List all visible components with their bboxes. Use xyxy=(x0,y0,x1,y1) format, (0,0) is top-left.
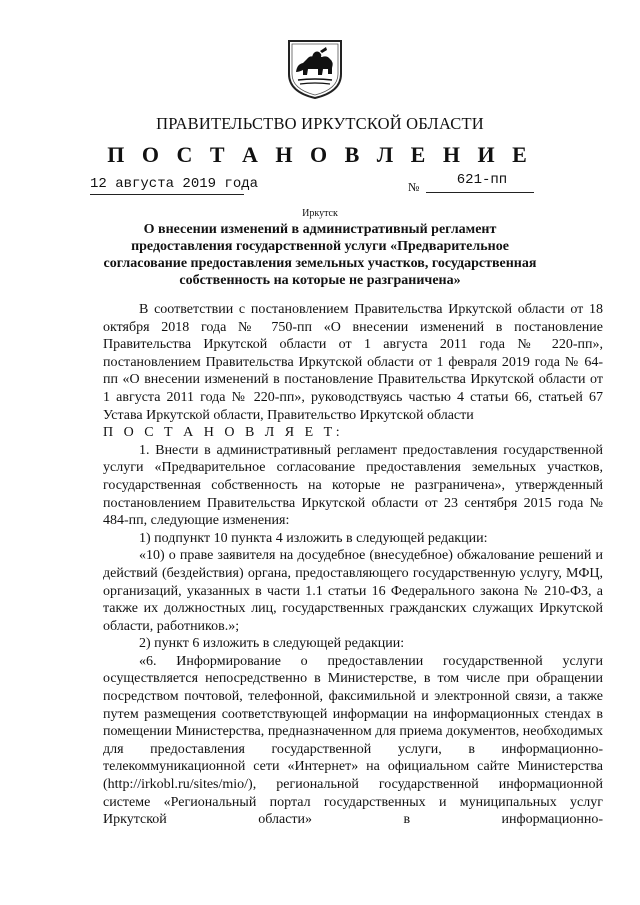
document-city: Иркутск xyxy=(302,208,338,219)
document-body xyxy=(103,301,603,829)
resolves-heading: П О С Т А Н О В Л Я Е Т: xyxy=(103,425,344,441)
date-underline xyxy=(90,194,244,195)
document-type-heading: П О С Т А Н О В Л Е Н И Е xyxy=(107,142,533,167)
item-1-paragraph: 1. Внести в административный регламент предоставления государственной услуги «Предварительное согласование предоставления земельных участков, государственная собственность на которые не разграничена», утвержденный постановлением Правительства Иркутской области от 23 сентября 2015 года № 484-пп, следующие изменения: xyxy=(103,442,603,529)
preamble-paragraph: В соответствии с постановлением Правительства Иркутской области от 18 октября 2018 года № 750-пп «О внесении изменений в постановление Правительства Иркутской области от 1 августа 2011 года № 220-пп», постановлением Правительства Иркутской области от 1 февраля 2019 года № 64-пп «О внесении изменений в постановление Правительства Иркутской области от 1 августа 2011 года № 220-пп», руководствуясь частью 4 статьи 66, статьей 67 Устава Иркутской области, Правительство Иркутской области xyxy=(103,302,603,423)
coat-of-arms-icon xyxy=(286,38,344,100)
subitem-1-paragraph: 1) подпункт 10 пункта 4 изложить в следующей редакции: xyxy=(139,530,488,546)
subitem-2-text-paragraph: «6. Информирование о предоставлении государственной услуги осуществляется непосредственно в Министерстве, в том числе при обращении посредством почтовой, телефонной, факсимильной и электронной связи, а также путем размещения соответствующей информации на информационных стендах в помещении Министерства, предназначенном для приема документов, необходимых для предоставления государственной услуги, в информационно-телекоммуникационной сети «Интернет» на официальном сайте Министерства (http://irkobl.ru/sites/mio/), региональной государственной информационной системе «Региональный портал государственных и муниципальных услуг Иркутской области» в информационно- xyxy=(103,653,603,828)
subitem-2-paragraph: 2) пункт 6 изложить в следующей редакции: xyxy=(139,636,405,652)
number-underline xyxy=(426,192,534,193)
government-title: ПРАВИТЕЛЬСТВО ИРКУТСКОЙ ОБЛАСТИ xyxy=(156,114,484,133)
document-number: 621-пп xyxy=(456,172,508,188)
subitem-1-text-paragraph: «10) о праве заявителя на досудебное (внесудебное) обжалование решений и действий (бездействия) органа, предоставляющего государственную услугу, МФЦ, организаций, указанных в части 1.1 статьи 16 Федерального закона № 210-ФЗ, а также их должностных лиц, государственных гражданских служащих Иркутской области, работников.»; xyxy=(103,548,603,634)
number-sign: № xyxy=(408,180,420,194)
document-date: 12 августа 2019 года xyxy=(90,176,259,192)
document-subject: О внесении изменений в административный регламент предоставления государственной услуги «Предварительное согласование предоставления земельных участков, государственная собственность на которые не разграничена» xyxy=(103,222,537,288)
